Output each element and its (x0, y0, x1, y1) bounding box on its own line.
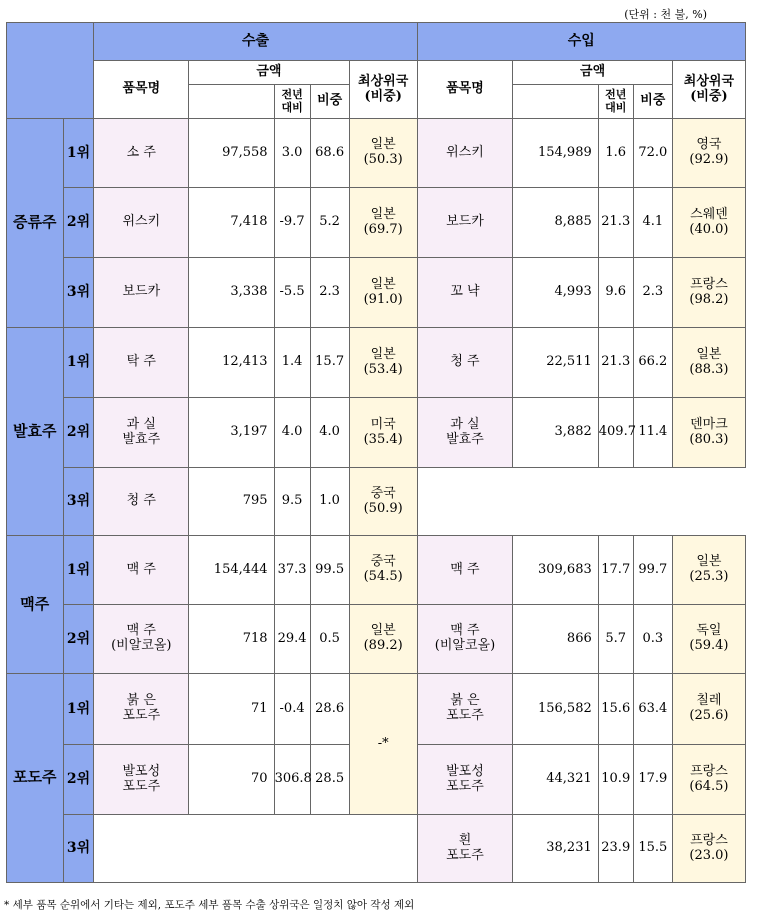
import-share: 15.5 (633, 815, 672, 883)
rank-cell: 1위 (63, 674, 94, 745)
liquor-trade-table (6, 22, 746, 883)
import-amount: 866 (513, 605, 598, 674)
export-share: 28.5 (310, 745, 349, 815)
export-amount: 70 (189, 745, 274, 815)
table-row (7, 258, 746, 328)
rank-cell: 1위 (63, 119, 94, 188)
category-fermented: 발효주 (7, 328, 64, 536)
import-country-header: 최상위국 (비중) (672, 61, 745, 119)
import-item-header: 품목명 (417, 61, 513, 119)
export-share-header: 비중 (310, 85, 349, 119)
import-item: 꼬 냑 (417, 258, 513, 328)
export-yoy: 9.5 (274, 468, 310, 536)
export-amount: 3,338 (189, 258, 274, 328)
import-yoy: 15.6 (598, 674, 633, 745)
table-row (7, 468, 746, 536)
footnote: * 세부 품목 순위에서 기타는 제외, 포도주 세부 품목 수출 상위국은 일정치 않아 작성 제외 (4, 899, 415, 911)
export-item: 발포성 포도주 (94, 745, 189, 815)
import-country: 독일 (59.4) (672, 605, 745, 674)
import-country: 프랑스 (64.5) (672, 745, 745, 815)
export-item: 붉 은 포도주 (94, 674, 189, 745)
export-yoy: 3.0 (274, 119, 310, 188)
import-amount: 44,321 (513, 745, 598, 815)
rank-cell: 2위 (63, 745, 94, 815)
export-empty-cell (94, 815, 417, 883)
export-amount: 718 (189, 605, 274, 674)
export-country: 중국 (54.5) (349, 536, 417, 605)
export-yoy: -0.4 (274, 674, 310, 745)
rank-cell: 3위 (63, 815, 94, 883)
import-item: 과 실 발효주 (417, 398, 513, 468)
import-share-header: 비중 (633, 85, 672, 119)
import-item: 발포성 포도주 (417, 745, 513, 815)
category-wine: 포도주 (7, 674, 64, 883)
import-share: 17.9 (633, 745, 672, 815)
export-item: 소 주 (94, 119, 189, 188)
table-row (7, 815, 746, 883)
import-item: 청 주 (417, 328, 513, 398)
import-item: 위스키 (417, 119, 513, 188)
export-country-header: 최상위국 (비중) (349, 61, 417, 119)
import-yoy: 21.3 (598, 188, 633, 258)
import-amount: 4,993 (513, 258, 598, 328)
import-item: 붉 은 포도주 (417, 674, 513, 745)
import-yoy: 1.6 (598, 119, 633, 188)
table-row (7, 188, 746, 258)
export-yoy: -9.7 (274, 188, 310, 258)
import-share: 0.3 (633, 605, 672, 674)
import-yoy: 17.7 (598, 536, 633, 605)
export-item: 보드카 (94, 258, 189, 328)
export-amount: 97,558 (189, 119, 274, 188)
export-amount: 71 (189, 674, 274, 745)
export-country: 일본 (69.7) (349, 188, 417, 258)
export-country: 일본 (50.3) (349, 119, 417, 188)
import-country: 프랑스 (98.2) (672, 258, 745, 328)
export-yoy: 4.0 (274, 398, 310, 468)
export-share: 2.3 (310, 258, 349, 328)
export-item: 청 주 (94, 468, 189, 536)
wine-export-country: -* (349, 674, 417, 815)
export-yoy: -5.5 (274, 258, 310, 328)
table-row (7, 119, 746, 188)
export-amount: 7,418 (189, 188, 274, 258)
export-item: 위스키 (94, 188, 189, 258)
import-amount: 38,231 (513, 815, 598, 883)
export-share: 15.7 (310, 328, 349, 398)
import-amount: 3,882 (513, 398, 598, 468)
table-row (7, 536, 746, 605)
unit-note: (단위 : 천 불, %) (624, 8, 707, 21)
export-yoy: 37.3 (274, 536, 310, 605)
export-amount: 154,444 (189, 536, 274, 605)
import-yoy: 5.7 (598, 605, 633, 674)
table-row (7, 328, 746, 398)
category-beer: 맥주 (7, 536, 64, 674)
import-country: 프랑스 (23.0) (672, 815, 745, 883)
import-item: 흰 포도주 (417, 815, 513, 883)
rank-cell: 3위 (63, 258, 94, 328)
export-item: 과 실 발효주 (94, 398, 189, 468)
import-country: 일본 (25.3) (672, 536, 745, 605)
export-share: 5.2 (310, 188, 349, 258)
import-share: 72.0 (633, 119, 672, 188)
export-header: 수출 (94, 23, 417, 61)
import-header: 수입 (417, 23, 745, 61)
rank-cell: 3위 (63, 468, 94, 536)
import-item: 맥 주 (417, 536, 513, 605)
export-country: 미국 (35.4) (349, 398, 417, 468)
import-share: 66.2 (633, 328, 672, 398)
import-amount: 154,989 (513, 119, 598, 188)
import-country: 덴마크 (80.3) (672, 398, 745, 468)
export-item: 맥 주 (94, 536, 189, 605)
import-amount-header: 금액 (513, 61, 673, 85)
import-amount: 309,683 (513, 536, 598, 605)
export-item: 맥 주 (비알코올) (94, 605, 189, 674)
import-empty-cell (417, 468, 745, 536)
import-share: 99.7 (633, 536, 672, 605)
import-amount-subheader (513, 85, 598, 119)
export-country: 일본 (89.2) (349, 605, 417, 674)
import-item: 보드카 (417, 188, 513, 258)
rank-cell: 2위 (63, 398, 94, 468)
export-amount-header: 금액 (189, 61, 350, 85)
import-amount: 22,511 (513, 328, 598, 398)
export-amount: 3,197 (189, 398, 274, 468)
export-country: 일본 (91.0) (349, 258, 417, 328)
export-share: 68.6 (310, 119, 349, 188)
import-country: 일본 (88.3) (672, 328, 745, 398)
category-distilled: 증류주 (7, 119, 64, 328)
export-yoy: 306.8 (274, 745, 310, 815)
table-row (7, 398, 746, 468)
export-item: 탁 주 (94, 328, 189, 398)
import-share: 2.3 (633, 258, 672, 328)
import-yoy: 23.9 (598, 815, 633, 883)
rank-cell: 1위 (63, 536, 94, 605)
import-amount: 156,582 (513, 674, 598, 745)
export-share: 0.5 (310, 605, 349, 674)
import-share: 63.4 (633, 674, 672, 745)
rank-cell: 2위 (63, 188, 94, 258)
export-amount: 795 (189, 468, 274, 536)
import-amount: 8,885 (513, 188, 598, 258)
import-country: 영국 (92.9) (672, 119, 745, 188)
export-share: 4.0 (310, 398, 349, 468)
import-item: 맥 주 (비알코올) (417, 605, 513, 674)
export-item-header: 품목명 (94, 61, 189, 119)
export-amount: 12,413 (189, 328, 274, 398)
import-yoy: 9.6 (598, 258, 633, 328)
corner-cell (7, 23, 94, 119)
export-amount-subheader (189, 85, 274, 119)
export-share: 1.0 (310, 468, 349, 536)
rank-cell: 1위 (63, 328, 94, 398)
import-country: 칠레 (25.6) (672, 674, 745, 745)
export-yoy-header: 전년 대비 (274, 85, 310, 119)
import-yoy: 21.3 (598, 328, 633, 398)
table-row (7, 605, 746, 674)
export-share: 28.6 (310, 674, 349, 745)
table-row (7, 674, 746, 745)
import-share: 11.4 (633, 398, 672, 468)
import-yoy: 409.7 (598, 398, 633, 468)
export-yoy: 1.4 (274, 328, 310, 398)
import-yoy: 10.9 (598, 745, 633, 815)
import-yoy-header: 전년 대비 (598, 85, 633, 119)
export-country: 일본 (53.4) (349, 328, 417, 398)
import-country: 스웨덴 (40.0) (672, 188, 745, 258)
rank-cell: 2위 (63, 605, 94, 674)
export-yoy: 29.4 (274, 605, 310, 674)
import-share: 4.1 (633, 188, 672, 258)
export-share: 99.5 (310, 536, 349, 605)
export-country: 중국 (50.9) (349, 468, 417, 536)
